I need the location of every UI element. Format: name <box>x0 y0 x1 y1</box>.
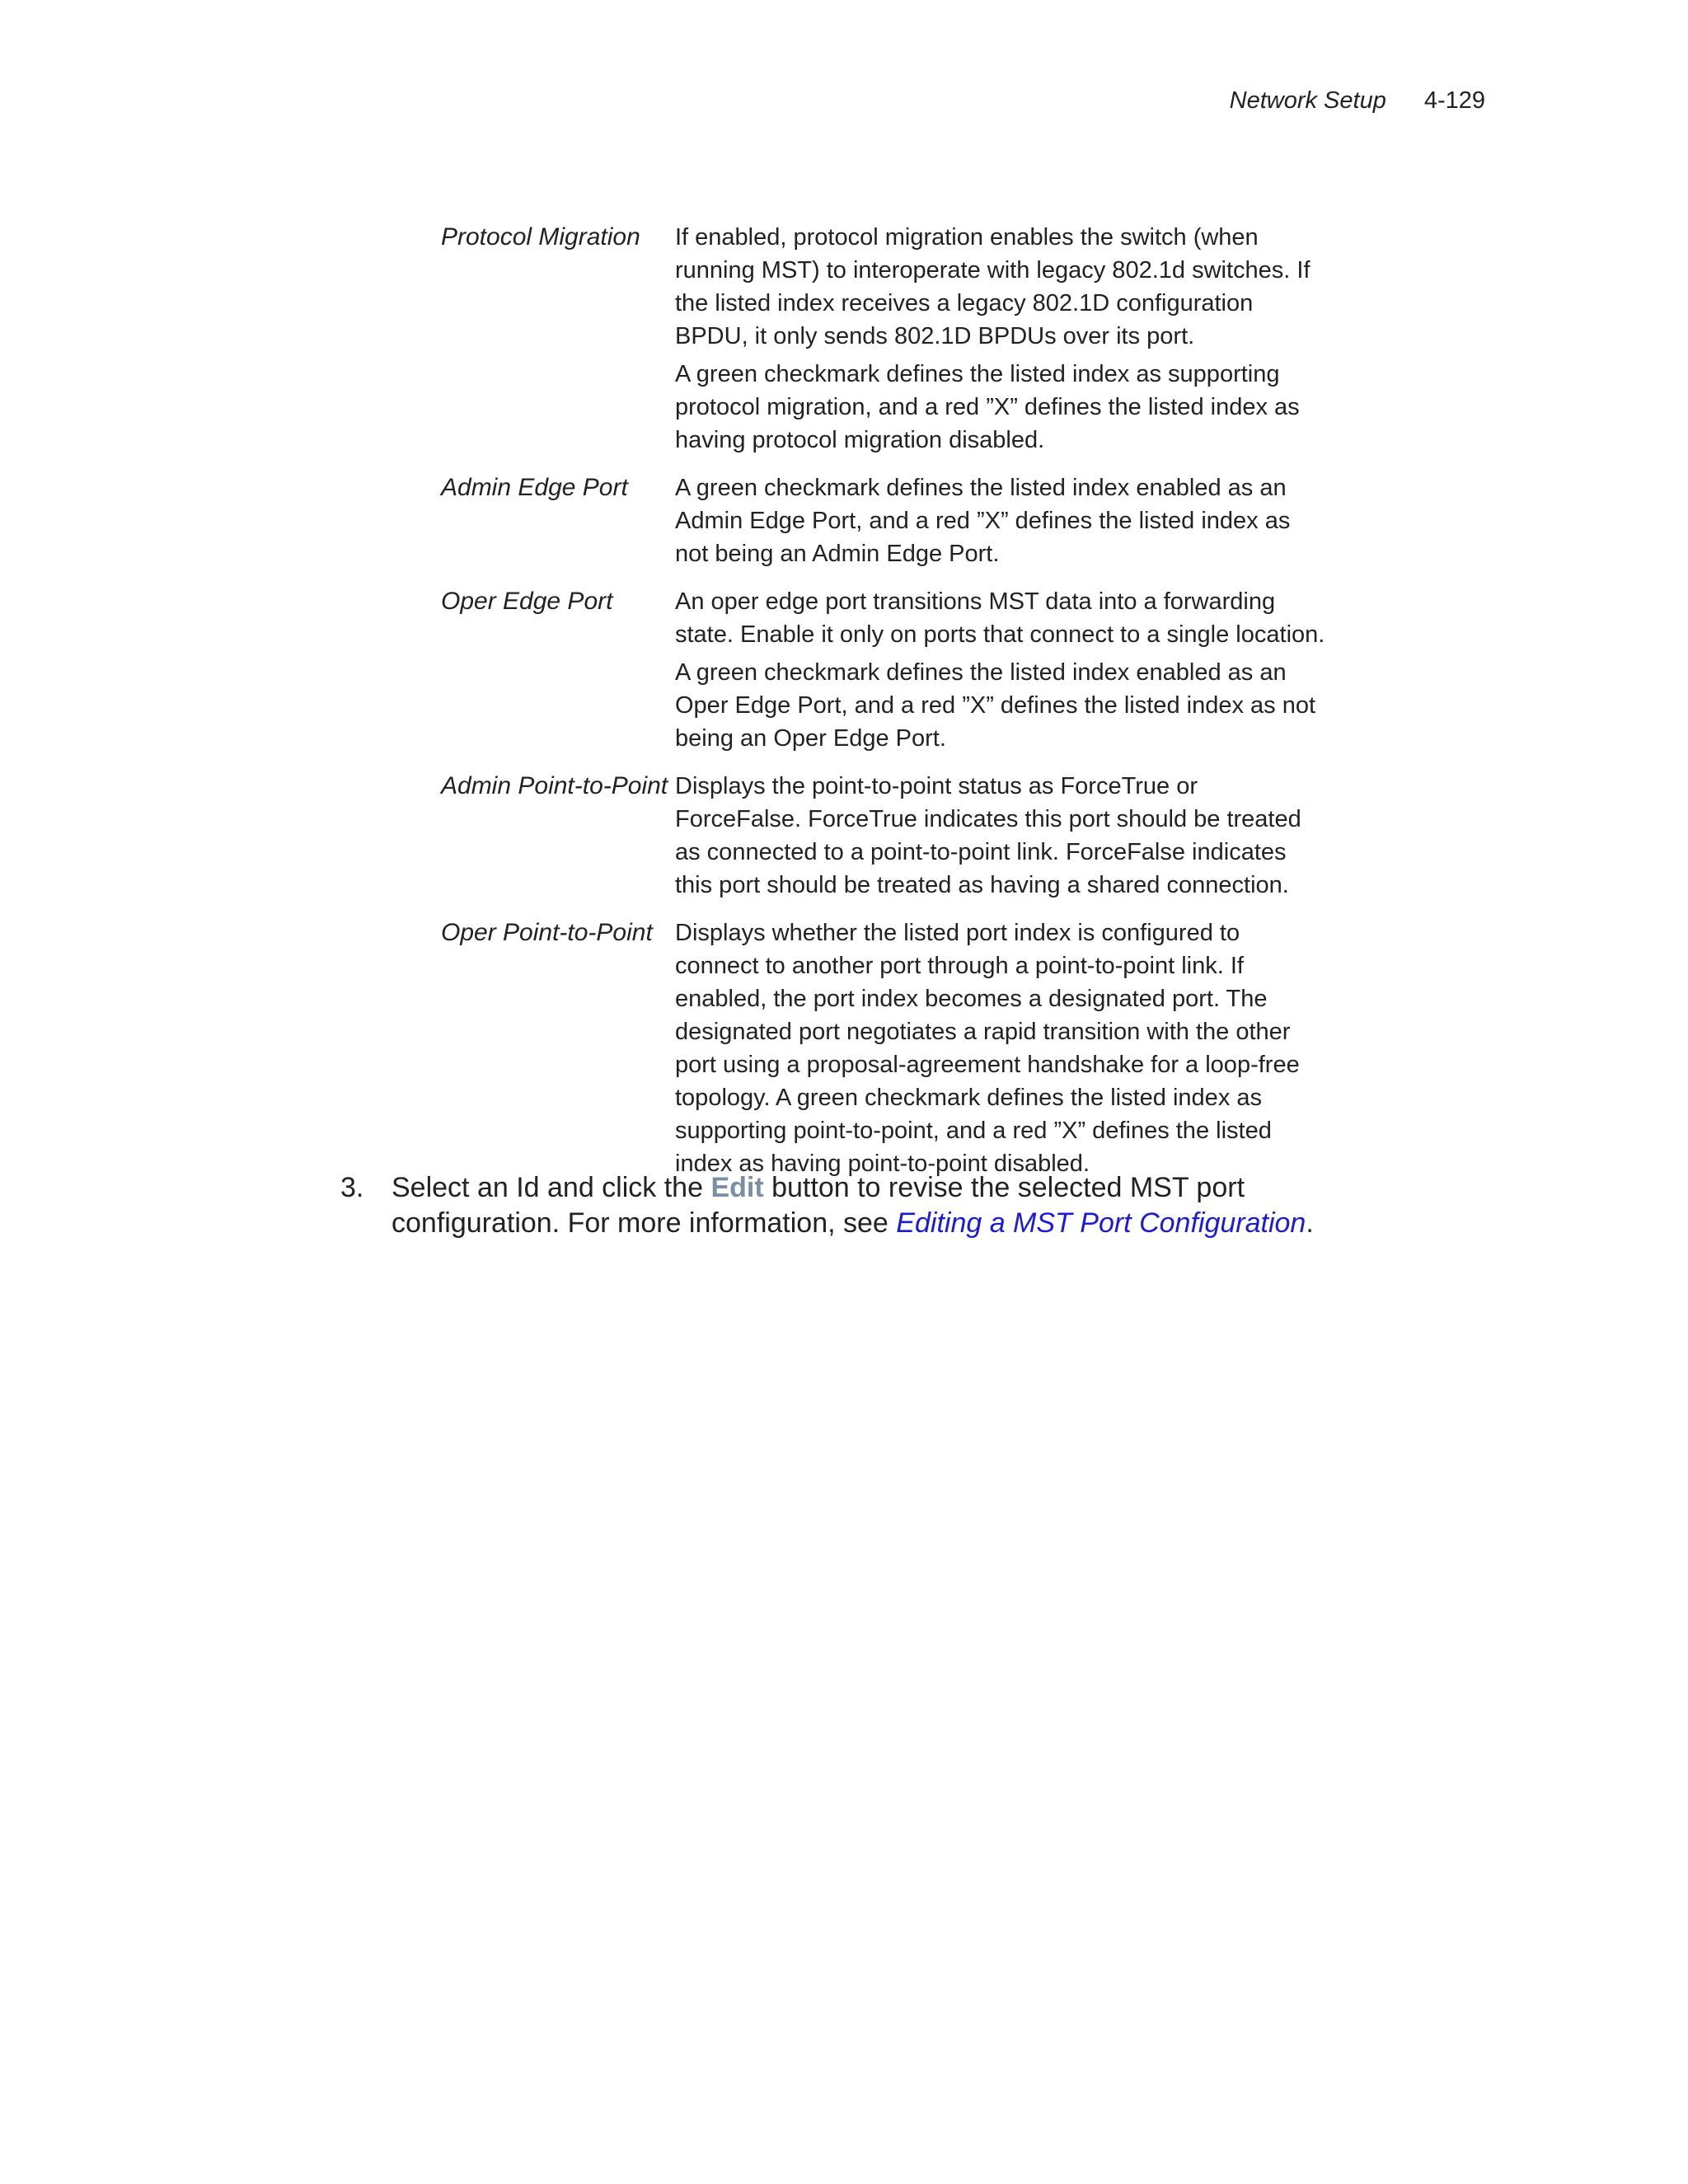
description-paragraph: Displays the point-to-point status as ForceTrue or ForceFalse. ForceTrue indicates this port should be treated as connected to a point-to-point link. ForceFalse indicates this port should be treated as having a shared connection. <box>675 773 1301 898</box>
edit-button-reference: Edit <box>710 1172 764 1203</box>
definition-description <box>675 221 1326 462</box>
definition-description <box>675 585 1326 760</box>
definition-term: Oper Edge Port <box>441 588 613 615</box>
step-text-segment: . <box>1306 1207 1314 1239</box>
description-paragraph: A green checkmark defines the listed index enabled as an Oper Edge Port, and a red ”X” defines the listed index as not being an Oper Edge Port. <box>675 659 1316 752</box>
definition-term: Admin Point-to-Point <box>441 772 668 799</box>
definition-description <box>675 471 1326 575</box>
definition-protocol-migration <box>441 221 1331 462</box>
header-page-number: 4-129 <box>1423 87 1485 114</box>
definition-oper-point-to-point <box>441 916 1331 1185</box>
definition-description <box>675 916 1326 1185</box>
editing-mst-port-configuration-link[interactable]: Editing a MST Port Configuration <box>896 1207 1306 1239</box>
definition-term: Protocol Migration <box>441 223 640 251</box>
definition-term: Oper Point-to-Point <box>441 919 653 946</box>
step-text <box>392 1170 1412 1241</box>
definition-list <box>441 221 1331 1195</box>
description-paragraph: If enabled, protocol migration enables the switch (when running MST) to interoperate with legacy 802.1d switches. If the listed index receives a legacy 802.1D configuration BPDU, it only sends 802.1D BPDUs over its port. <box>675 224 1311 349</box>
definition-admin-edge-port <box>441 471 1331 575</box>
step-text-segment: button to revise the selected MST port configuration. For more information, see <box>392 1172 1245 1239</box>
definition-admin-point-to-point <box>441 770 1331 907</box>
description-paragraph: A green checkmark defines the listed index enabled as an Admin Edge Port, and a red ”X” defines the listed index as not being an Admin Edge Port. <box>675 475 1291 567</box>
step-text-segment: Select an Id and click the <box>392 1172 711 1203</box>
description-paragraph: Displays whether the listed port index is configured to connect to another port through a point-to-point link. If enabled, the port index becomes a designated port. The designated port negotiates a rapid transition with the other port using a proposal-agreement handshake for a loop-free topology. A green checkmark defines the listed index as supporting point-to-point, and a red ”X” defines the listed index as having point-to-point disabled. <box>675 920 1300 1177</box>
definition-oper-edge-port <box>441 585 1331 760</box>
procedure-step <box>340 1170 1412 1241</box>
definition-term: Admin Edge Port <box>441 474 628 501</box>
definition-description <box>675 770 1326 907</box>
description-paragraph: An oper edge port transitions MST data into a forwarding state. Enable it only on ports that connect to a single location. <box>675 588 1325 648</box>
description-paragraph: A green checkmark defines the listed index as supporting protocol migration, and a red ”X” defines the listed index as having protocol migration disabled. <box>675 361 1300 453</box>
page-header <box>1230 87 1485 115</box>
step-number: 3. <box>340 1172 364 1203</box>
header-section-title: Network Setup <box>1229 87 1386 114</box>
